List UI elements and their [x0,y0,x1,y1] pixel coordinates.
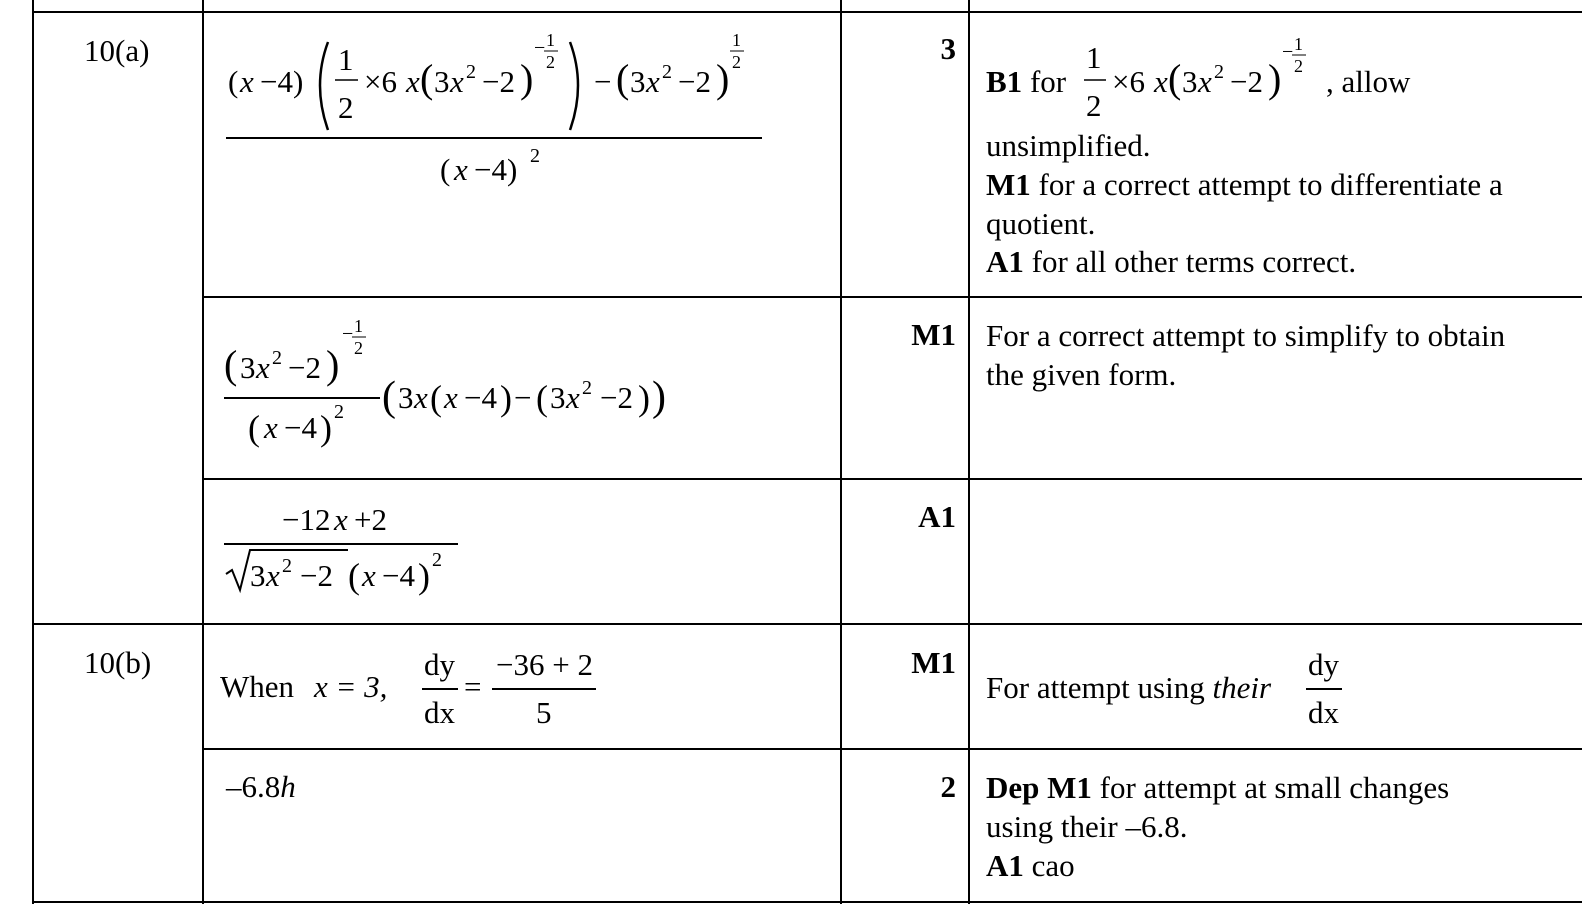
svg-text:3: 3 [434,64,450,99]
svg-text:2: 2 [546,52,555,72]
guidance-a1-line [986,846,1075,885]
guidance-expression [1082,36,1332,126]
row-divider-bottom [32,901,1582,903]
svg-text:x: x [334,502,348,537]
answer-when-label: When [220,669,295,704]
guidance-text: , allow [1326,64,1411,99]
svg-text:(: ( [440,152,451,187]
svg-text:1: 1 [338,42,354,77]
table-border-left [32,0,34,904]
svg-text:×6: ×6 [1112,64,1145,99]
guidance-text: the given form. [986,357,1177,392]
guidance-m1-line [986,165,1503,204]
svg-text:(: ( [430,378,442,418]
question-number: 10(a) [84,33,150,68]
svg-text:x: x [1198,64,1212,99]
guidance-dep-m1-line [986,768,1449,807]
svg-text:3: 3 [250,558,266,593]
svg-text:×6: ×6 [364,64,397,99]
svg-text:−: − [514,380,532,415]
guidance-derivative-bar [1306,688,1342,690]
svg-text:): ) [326,342,340,387]
answer-condition [314,668,387,706]
svg-text:−4: −4 [284,410,317,445]
guidance-code: Dep M1 [986,770,1092,805]
svg-text:2: 2 [338,90,354,125]
svg-text:2: 2 [732,52,741,72]
svg-text:): ) [320,408,332,448]
guidance-dy: dy [1308,647,1339,682]
svg-text:2: 2 [530,145,540,167]
guidance-text: cao [1031,848,1075,883]
svg-text:x: x [264,410,278,445]
svg-text:x: x [646,64,660,99]
svg-text:2: 2 [272,347,282,369]
svg-text:x: x [406,64,420,99]
svg-text:(: ( [616,56,630,101]
svg-text:1: 1 [1294,36,1303,54]
svg-text:x: x [256,350,270,385]
guidance-text: for [1029,64,1067,99]
mark-value: M1 [911,645,956,680]
equals-sign: = [464,669,482,704]
svg-text:2: 2 [334,401,344,423]
svg-text:2: 2 [1294,56,1303,76]
mark-value: A1 [918,499,956,534]
question-number: 10(b) [84,645,152,680]
svg-text:2: 2 [662,61,672,83]
answer-expression-final [220,496,480,608]
svg-text:(: ( [248,408,260,448]
svg-text:−2: −2 [482,64,515,99]
svg-text:x: x [240,64,254,99]
guidance-line [986,668,1271,707]
svg-text:−2: −2 [300,558,333,593]
svg-text:−: − [594,64,612,99]
svg-text:+2: +2 [354,502,387,537]
svg-text:x: x [450,64,464,99]
guidance-text: quotient. [986,206,1096,241]
svg-text:2: 2 [432,549,442,571]
guidance-text: for a correct attempt to differentiate a [1038,167,1503,202]
svg-text:): ) [638,378,650,418]
svg-text:): ) [500,378,512,418]
svg-text:2: 2 [582,377,592,399]
guidance-text: For attempt using [986,670,1205,705]
answer-expression-quotient [220,30,780,200]
guidance-b1-line [986,62,1066,101]
guidance-emphasis: their [1212,670,1272,705]
fraction-bar [492,688,596,690]
row-divider-4 [202,748,1582,750]
svg-text:2: 2 [282,555,292,577]
svg-text:x: x [454,152,468,187]
answer-text: –6.8h [226,769,296,804]
svg-text:1: 1 [354,318,363,336]
derivative-dy: dy [424,647,455,682]
mark-value: 2 [940,769,956,804]
row-divider-top [32,11,1582,13]
svg-text:2: 2 [466,61,476,83]
answer-variable: h [280,769,296,804]
guidance-a1-line [986,242,1356,281]
svg-text:x: x [362,558,376,593]
mark-value: M1 [911,317,956,352]
derivative-dx: dx [424,695,455,730]
row-divider-3 [32,623,1582,625]
svg-text:2: 2 [1086,88,1102,123]
derivative-bar [422,688,458,690]
svg-text:−4: −4 [382,558,415,593]
svg-text:): ) [652,374,666,420]
svg-text:−: − [342,323,354,345]
svg-text:3: 3 [630,64,646,99]
answer-expression-simplified [220,318,720,468]
svg-text:): ) [716,56,730,101]
guidance-dx: dx [1308,695,1339,730]
svg-text:): ) [1268,56,1282,101]
svg-text:1: 1 [546,30,555,50]
svg-text:−4: −4 [464,380,497,415]
svg-text:(: ( [348,556,360,596]
svg-text:−: − [1282,41,1294,63]
svg-text:(: ( [536,378,548,418]
svg-text:(: ( [1168,56,1182,101]
condition-text: x = 3, [314,669,388,704]
guidance-text: for all other terms correct. [1031,244,1357,279]
svg-text:−2: −2 [600,380,633,415]
guidance-code: B1 [986,64,1023,99]
column-divider-2 [840,0,842,904]
svg-text:x: x [566,380,580,415]
svg-text:3: 3 [550,380,566,415]
svg-text:3: 3 [1182,64,1198,99]
fraction-denominator: 5 [536,695,552,730]
svg-text:−: − [534,37,546,59]
svg-text:−2: −2 [1230,64,1263,99]
fraction-numerator: −36 + 2 [496,647,593,682]
svg-text:(: ( [224,342,238,387]
svg-text:−4): −4) [474,152,518,187]
svg-text:): ) [418,556,430,596]
svg-text:−12: −12 [282,502,331,537]
svg-text:x: x [414,380,428,415]
svg-text:(: ( [228,64,239,99]
guidance-code: A1 [986,244,1024,279]
column-divider-3 [968,0,970,904]
svg-text:(: ( [420,56,434,101]
svg-text:3: 3 [398,380,414,415]
svg-text:x: x [444,380,458,415]
svg-text:2: 2 [1214,61,1224,83]
guidance-text: using their –6.8. [986,809,1188,844]
column-divider-1 [202,0,204,904]
svg-text:x: x [1154,64,1168,99]
svg-text:x: x [266,558,280,593]
svg-text:2: 2 [354,338,363,358]
guidance-text: for attempt at small changes [1099,770,1450,805]
svg-text:(: ( [382,374,396,420]
svg-text:): ) [520,56,534,101]
mark-value: 3 [940,31,956,66]
guidance-text: For a correct attempt to simplify to obtain [986,318,1506,353]
svg-text:−4): −4) [260,64,304,99]
svg-text:−2: −2 [678,64,711,99]
svg-text:1: 1 [732,30,741,50]
answer-value [226,768,296,806]
guidance-code: A1 [986,848,1024,883]
svg-text:1: 1 [1086,40,1102,75]
row-divider-2 [202,478,1582,480]
svg-text:−2: −2 [288,350,321,385]
guidance-code: M1 [986,167,1031,202]
guidance-text: unsimplified. [986,128,1151,163]
row-divider-1 [202,296,1582,298]
svg-text:3: 3 [240,350,256,385]
